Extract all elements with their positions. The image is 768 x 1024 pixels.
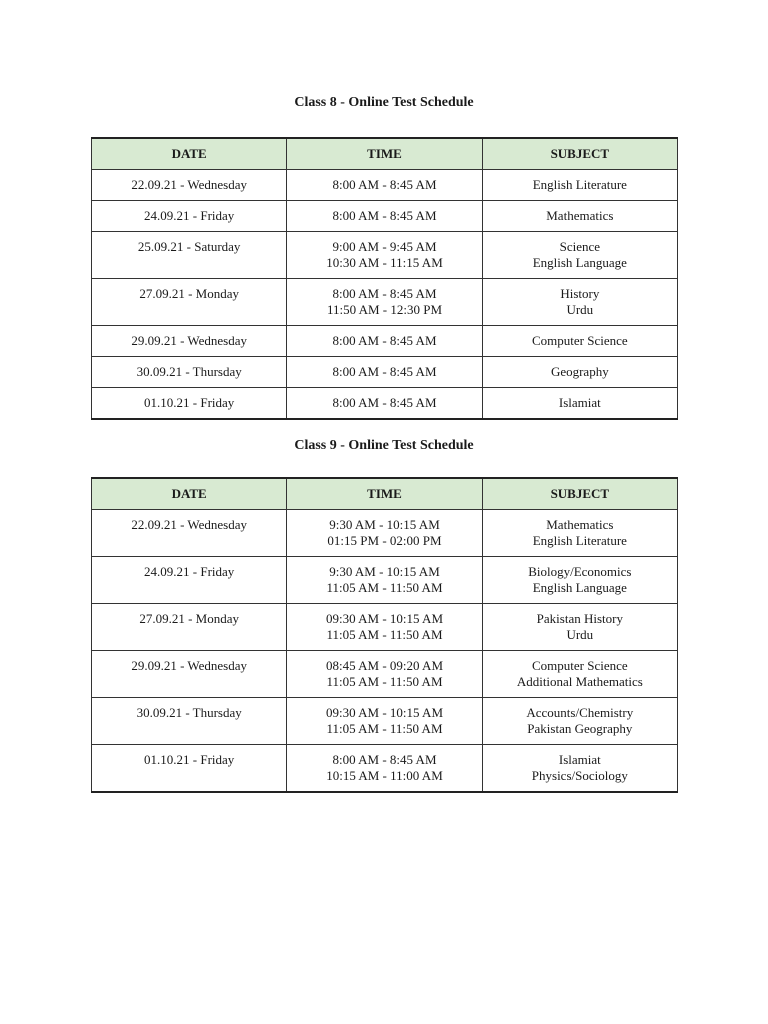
date-cell: 25.09.21 - Saturday — [92, 232, 287, 279]
date-cell: 01.10.21 - Friday — [92, 388, 287, 420]
table-row — [92, 651, 678, 698]
subject-cell — [482, 698, 677, 745]
time-cell — [287, 510, 482, 557]
subject-entry: Computer Science — [531, 333, 628, 348]
table-row — [92, 279, 678, 326]
date-cell: 01.10.21 - Friday — [92, 745, 287, 793]
time-entry: 8:00 AM - 8:45 AM — [332, 752, 437, 767]
time-entry: 11:05 AM - 11:50 AM — [326, 721, 443, 736]
time-entry: 11:05 AM - 11:50 AM — [326, 674, 443, 689]
class-8-title: Class 8 - Online Test Schedule — [294, 95, 474, 110]
subject-entry: Mathematics — [546, 517, 614, 532]
time-cell — [287, 326, 482, 357]
subject-entry: English Literature — [532, 533, 627, 548]
subject-cell — [482, 357, 677, 388]
column-header-subject: SUBJECT — [482, 138, 677, 170]
subject-entry: English Literature — [532, 177, 627, 192]
column-header-time: TIME — [287, 478, 482, 510]
subject-cell — [482, 510, 677, 557]
table-row — [92, 388, 678, 420]
column-header-subject: SUBJECT — [482, 478, 677, 510]
class-9-schedule-table — [91, 477, 678, 793]
subject-cell — [482, 745, 677, 793]
subject-cell — [482, 651, 677, 698]
time-entry: 8:00 AM - 8:45 AM — [332, 286, 437, 301]
subject-entry: Physics/Sociology — [531, 768, 628, 783]
time-entry: 09:30 AM - 10:15 AM — [325, 705, 443, 720]
time-entry: 8:00 AM - 8:45 AM — [332, 177, 437, 192]
column-header-date: DATE — [92, 478, 287, 510]
date-cell: 24.09.21 - Friday — [92, 201, 287, 232]
subject-cell — [482, 604, 677, 651]
subject-entry: Urdu — [566, 302, 594, 317]
table-header-row — [92, 138, 678, 170]
subject-entry: Urdu — [566, 627, 594, 642]
table-row — [92, 510, 678, 557]
subject-entry: History — [560, 286, 600, 301]
subject-entry: Geography — [550, 364, 609, 379]
column-header-date: DATE — [92, 138, 287, 170]
date-cell: 30.09.21 - Thursday — [92, 698, 287, 745]
subject-cell — [482, 232, 677, 279]
table-row — [92, 698, 678, 745]
time-cell — [287, 357, 482, 388]
table-header-row — [92, 478, 678, 510]
class-8-schedule-table — [91, 137, 678, 420]
subject-entry: Islamiat — [558, 395, 601, 410]
subject-cell — [482, 201, 677, 232]
table-row — [92, 201, 678, 232]
class-8-table-body — [92, 170, 678, 420]
time-cell — [287, 557, 482, 604]
date-cell: 27.09.21 - Monday — [92, 604, 287, 651]
time-entry: 8:00 AM - 8:45 AM — [332, 364, 437, 379]
time-cell — [287, 604, 482, 651]
time-entry: 01:15 PM - 02:00 PM — [327, 533, 442, 548]
subject-cell — [482, 170, 677, 201]
time-cell — [287, 651, 482, 698]
subject-entry: Mathematics — [546, 208, 614, 223]
subject-entry: Additional Mathematics — [516, 674, 643, 689]
date-cell: 29.09.21 - Wednesday — [92, 326, 287, 357]
table-row — [92, 357, 678, 388]
time-cell — [287, 201, 482, 232]
subject-cell — [482, 388, 677, 420]
date-cell: 30.09.21 - Thursday — [92, 357, 287, 388]
date-cell: 22.09.21 - Wednesday — [92, 170, 287, 201]
time-cell — [287, 232, 482, 279]
subject-cell — [482, 326, 677, 357]
date-cell: 29.09.21 - Wednesday — [92, 651, 287, 698]
time-entry: 10:15 AM - 11:00 AM — [326, 768, 443, 783]
time-entry: 11:50 AM - 12:30 PM — [326, 302, 443, 317]
time-entry: 10:30 AM - 11:15 AM — [326, 255, 443, 270]
time-entry: 9:00 AM - 9:45 AM — [332, 239, 437, 254]
subject-entry: Islamiat — [558, 752, 601, 767]
subject-entry: English Language — [532, 255, 627, 270]
subject-cell — [482, 279, 677, 326]
subject-entry: Biology/Economics — [528, 564, 632, 579]
date-cell: 22.09.21 - Wednesday — [92, 510, 287, 557]
time-entry: 9:30 AM - 10:15 AM — [329, 517, 440, 532]
table-row — [92, 604, 678, 651]
subject-entry: English Language — [532, 580, 627, 595]
class-9-table-body — [92, 510, 678, 793]
time-entry: 8:00 AM - 8:45 AM — [332, 208, 437, 223]
column-header-time: TIME — [287, 138, 482, 170]
time-entry: 11:05 AM - 11:50 AM — [326, 580, 443, 595]
time-entry: 11:05 AM - 11:50 AM — [326, 627, 443, 642]
time-entry: 9:30 AM - 10:15 AM — [329, 564, 440, 579]
table-row — [92, 326, 678, 357]
time-entry: 8:00 AM - 8:45 AM — [332, 395, 437, 410]
time-cell — [287, 170, 482, 201]
subject-entry: Accounts/Chemistry — [526, 705, 634, 720]
date-cell: 24.09.21 - Friday — [92, 557, 287, 604]
time-cell — [287, 388, 482, 420]
time-entry: 09:30 AM - 10:15 AM — [325, 611, 443, 626]
subject-entry: Science — [559, 239, 601, 254]
date-cell: 27.09.21 - Monday — [92, 279, 287, 326]
time-cell — [287, 745, 482, 793]
subject-entry: Pakistan History — [536, 611, 623, 626]
time-entry: 08:45 AM - 09:20 AM — [325, 658, 443, 673]
table-row — [92, 232, 678, 279]
time-entry: 8:00 AM - 8:45 AM — [332, 333, 437, 348]
time-cell — [287, 279, 482, 326]
table-row — [92, 745, 678, 793]
subject-entry: Pakistan Geography — [527, 721, 633, 736]
class-9-title: Class 9 - Online Test Schedule — [294, 438, 474, 453]
time-cell — [287, 698, 482, 745]
subject-entry: Computer Science — [531, 658, 628, 673]
subject-cell — [482, 557, 677, 604]
table-row — [92, 557, 678, 604]
table-row — [92, 170, 678, 201]
